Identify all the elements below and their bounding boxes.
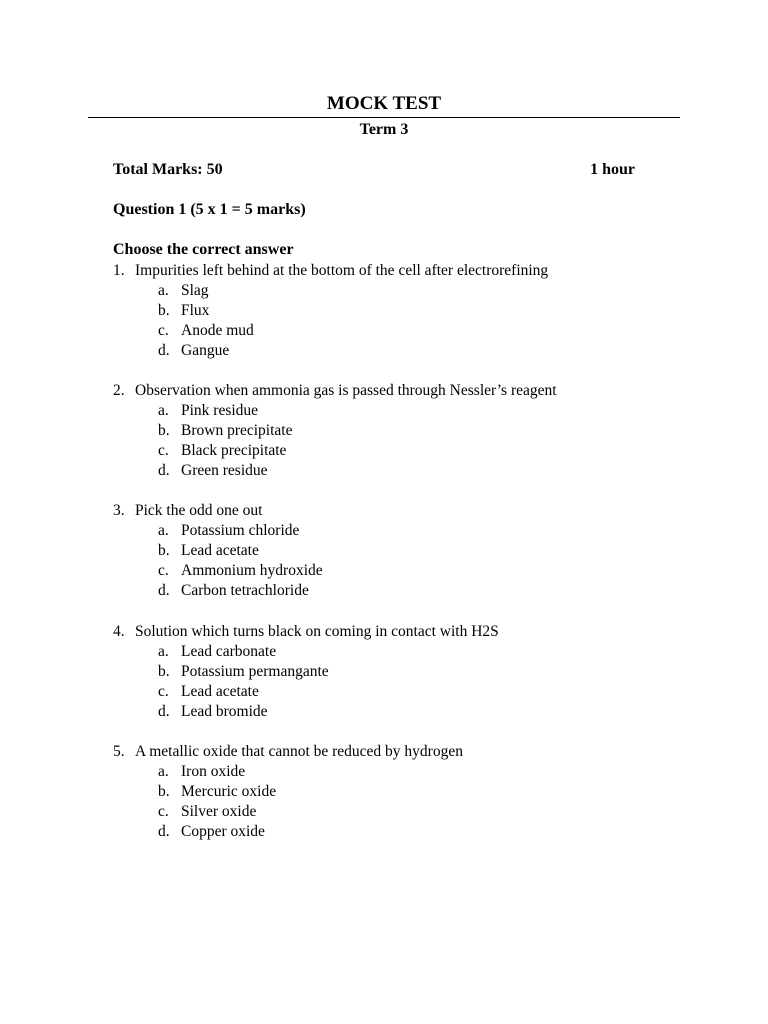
total-marks: Total Marks: 50 [113, 161, 223, 178]
option-text: Potassium permangante [181, 663, 329, 680]
option-text: Lead acetate [181, 542, 259, 559]
question-3 [113, 501, 713, 601]
page-title: MOCK TEST [326, 93, 442, 114]
option-c [113, 561, 713, 581]
option-text: Carbon tetrachloride [181, 582, 309, 599]
option-text: Pink residue [181, 402, 259, 419]
question-4 [113, 622, 713, 722]
section-instruction: Choose the correct answer [113, 241, 294, 258]
option-letter: d. [158, 823, 170, 840]
option-letter: a. [158, 522, 169, 539]
option-b [113, 541, 713, 561]
option-c [113, 321, 713, 341]
option-d [113, 581, 713, 601]
option-letter: c. [158, 683, 169, 700]
question-text: Impurities left behind at the bottom of the cell after electrorefining [135, 262, 549, 279]
section-heading: Question 1 (5 x 1 = 5 marks) [113, 201, 306, 218]
question-line [113, 501, 713, 521]
option-text: Ammonium hydroxide [181, 562, 323, 579]
option-letter: c. [158, 803, 169, 820]
question-text: Solution which turns black on coming in contact with H2S [135, 623, 499, 640]
question-text: A metallic oxide that cannot be reduced by hydrogen [135, 743, 463, 760]
option-letter: b. [158, 302, 170, 319]
option-b [113, 301, 713, 321]
option-text: Lead carbonate [181, 643, 277, 660]
option-text: Flux [181, 302, 210, 319]
option-text: Brown precipitate [181, 422, 293, 439]
option-text: Potassium chloride [181, 522, 300, 539]
option-letter: c. [158, 562, 169, 579]
option-text: Silver oxide [181, 803, 257, 820]
question-number: 1. [113, 262, 125, 279]
question-number: 3. [113, 502, 125, 519]
option-letter: a. [158, 282, 169, 299]
option-text: Copper oxide [181, 823, 265, 840]
option-letter: d. [158, 703, 170, 720]
question-number: 4. [113, 623, 125, 640]
option-text: Green residue [181, 462, 268, 479]
question-number: 5. [113, 743, 125, 760]
title-divider [88, 117, 680, 118]
option-letter: c. [158, 322, 169, 339]
duration: 1 hour [590, 161, 635, 178]
question-1 [113, 261, 713, 361]
option-text: Anode mud [181, 322, 254, 339]
term-label: Term 3 [359, 121, 409, 138]
option-letter: b. [158, 422, 170, 439]
option-text: Black precipitate [181, 442, 287, 459]
option-c [113, 802, 713, 822]
option-d [113, 702, 713, 722]
option-a [113, 281, 713, 301]
question-line [113, 261, 713, 281]
option-letter: b. [158, 783, 170, 800]
option-letter: c. [158, 442, 169, 459]
option-text: Lead acetate [181, 683, 259, 700]
option-letter: a. [158, 763, 169, 780]
option-text: Mercuric oxide [181, 783, 277, 800]
question-text: Observation when ammonia gas is passed through Nessler’s reagent [135, 382, 557, 399]
option-text: Gangue [181, 342, 230, 359]
question-text: Pick the odd one out [135, 502, 263, 519]
option-d [113, 461, 713, 481]
option-letter: a. [158, 402, 169, 419]
option-text: Slag [181, 282, 209, 299]
option-a [113, 401, 713, 421]
option-a [113, 521, 713, 541]
option-c [113, 441, 713, 461]
option-text: Lead bromide [181, 703, 268, 720]
question-5 [113, 742, 713, 842]
option-letter: d. [158, 582, 170, 599]
option-c [113, 682, 713, 702]
question-number: 2. [113, 382, 125, 399]
option-b [113, 421, 713, 441]
question-2 [113, 381, 713, 481]
option-a [113, 762, 713, 782]
question-line [113, 742, 713, 762]
option-letter: b. [158, 542, 170, 559]
option-text: Iron oxide [181, 763, 246, 780]
question-line [113, 381, 713, 401]
marks-row [113, 161, 635, 179]
option-b [113, 782, 713, 802]
option-d [113, 822, 713, 842]
option-letter: b. [158, 663, 170, 680]
option-letter: d. [158, 462, 170, 479]
option-letter: a. [158, 643, 169, 660]
option-a [113, 642, 713, 662]
option-b [113, 662, 713, 682]
question-line [113, 622, 713, 642]
option-letter: d. [158, 342, 170, 359]
option-d [113, 341, 713, 361]
